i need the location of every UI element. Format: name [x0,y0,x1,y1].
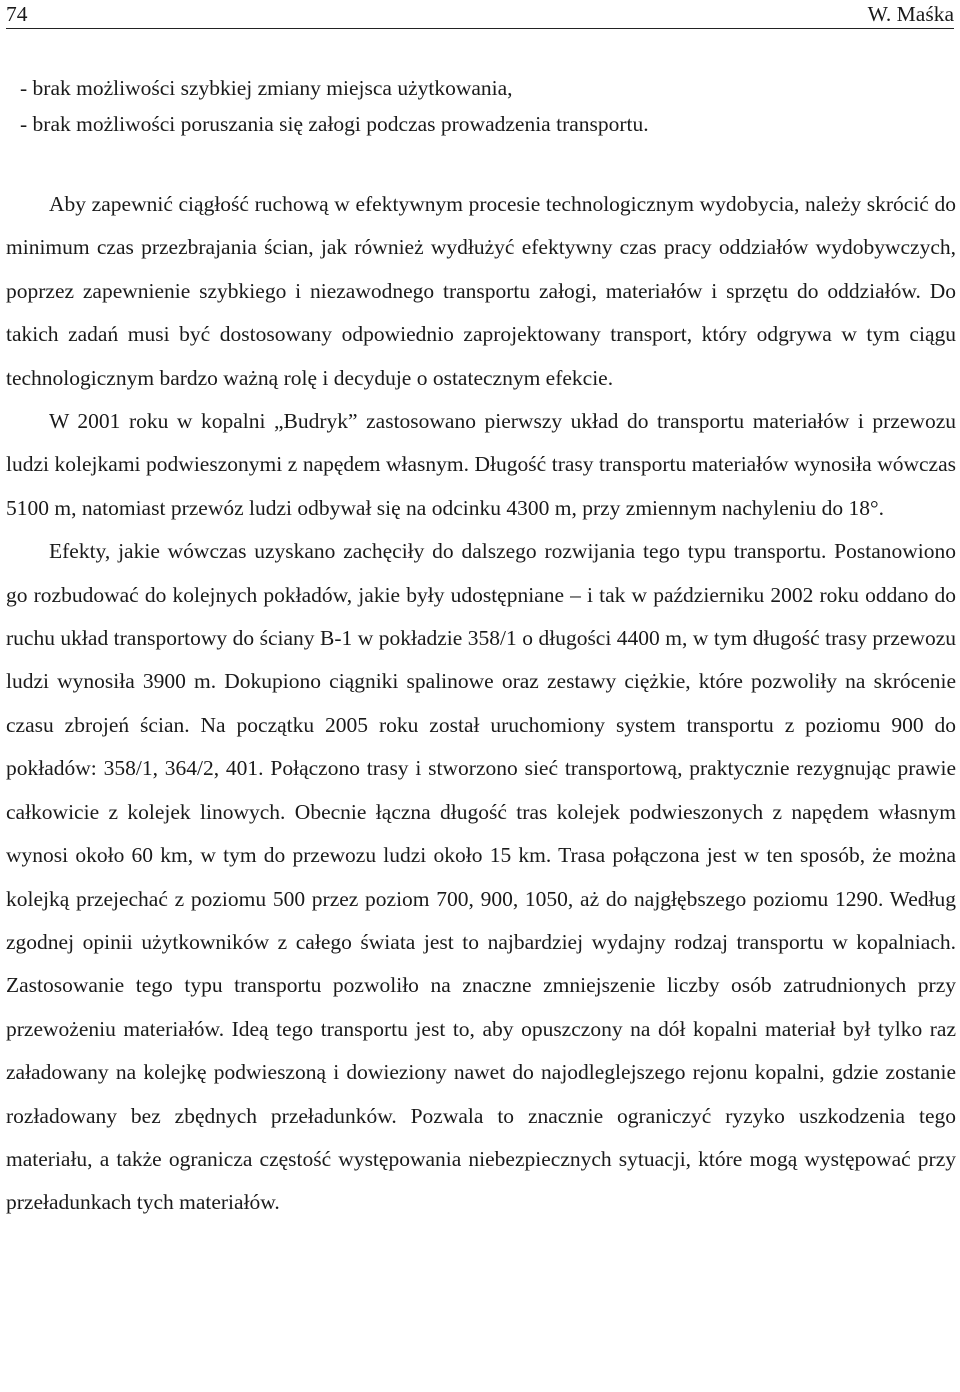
list-item: - brak możliwości poruszania się załogi podczas prowadzenia transportu. [20,112,649,136]
main-text [6,183,956,1225]
page-header [6,2,954,29]
paragraph: Aby zapewnić ciągłość ruchową w efektywnym procesie technologicznym wydobycia, należy skrócić do minimum czas przezbrajania ścian, jak również wydłużyć efektywny czas pracy oddziałów wydobywczych, poprzez zapewnienie szybkiego i niezawodnego transportu załogi, materiałów i sprzętu do oddziałów. Do takich zadań musi być dostosowany odpowiednio zaprojektowany transport, który odgrywa w tym ciągu technologicznym bardzo ważną rolę i decyduje o ostatecznym efekcie. [6,192,956,390]
running-head-author: W. Maśka [867,2,954,26]
bullet-list [6,70,956,142]
page-number: 74 [6,2,28,26]
list-item: - brak możliwości szybkiej zmiany miejsca użytkowania, [20,76,513,100]
paragraph: Efekty, jakie wówczas uzyskano zachęciły do dalszego rozwijania tego typu transportu. Postanowiono go rozbudować do kolejnych pokładów, jakie były udostępniane – i tak w październiku 2002 roku oddano do ruchu układ transportowy do ściany B-1 w pokładzie 358/1 o długości 4400 m, w tym długość trasy przewozu ludzi wynosiła 3900 m. Dokupiono ciągniki spalinowe oraz zestawy ciężkie, które pozwoliły na skrócenie czasu zbrojeń ścian. Na początku 2005 roku został uruchomiony system transportu z poziomu 900 do pokładów: 358/1, 364/2, 401. Połączono trasy i stworzono sieć transportową, praktycznie rezygnując prawie całkowicie z kolejek linowych. Obecnie łączna długość tras kolejek podwieszonych z napędem własnym wynosi około 60 km, w tym do przewozu ludzi około 15 km. Trasa połączona jest w ten sposób, że można kolejką przejechać z poziomu 500 przez poziom 700, 900, 1050, aż do najgłębszego poziomu 1290. Według zgodnej opinii użytkowników z całego świata jest to najbardziej wydajny rodzaj transportu w kopalniach. Zastosowanie tego typu transportu pozwoliło na znaczne zmniejszenie liczby osób zatrudnionych przy przewożeniu materiałów. Ideą tego transportu jest to, aby opuszczony na dół kopalni materiał był tylko raz załadowany na kolejkę podwieszoną i dowieziony nawet do najodleglejszego rejonu kopalni, gdzie zostanie rozładowany bez zbędnych przeładunków. Pozwala to znacznie ograniczyć ryzyko uszkodzenia tego materiału, a także ogranicza częstość występowania niebezpiecznych sytuacji, które mogą występować przy przeładunkach tych materiałów. [6,539,956,1215]
paragraph: W 2001 roku w kopalni „Budryk” zastosowano pierwszy układ do transportu materiałów i przewozu ludzi kolejkami podwieszonymi z napędem własnym. Długość trasy transportu materiałów wynosiła wówczas 5100 m, natomiast przewóz ludzi odbywał się na odcinku 4300 m, przy zmiennym nachyleniu do 18°. [6,409,956,520]
